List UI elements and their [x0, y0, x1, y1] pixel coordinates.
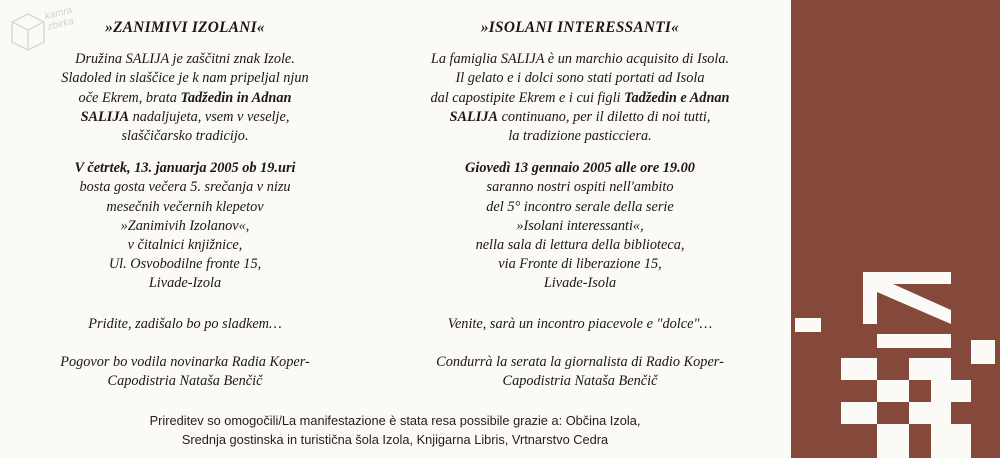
text-line	[390, 217, 770, 236]
bold-run: SALIJA	[449, 108, 498, 125]
text-line	[20, 353, 350, 372]
text-line	[20, 159, 350, 178]
text-run: Sladoled in slaščice je k nam pripeljal njun	[61, 70, 309, 87]
italian-invitation	[390, 315, 770, 334]
text-line	[20, 255, 350, 274]
text-line	[390, 372, 770, 391]
text-line	[20, 50, 350, 69]
text-line	[390, 50, 770, 69]
text-line	[20, 198, 350, 217]
text-run: nadaljujeta, vsem v veselje,	[129, 108, 290, 125]
text-line	[390, 274, 770, 293]
text-run: Capodistria Nataša Benčič	[107, 373, 263, 390]
bold-run: Giovedì 13 gennaio 2005 alle ore 19.00	[465, 160, 695, 177]
text-run: Il gelato e i dolci sono stati portati ad Isola	[455, 70, 705, 87]
text-line	[390, 108, 770, 127]
text-line	[20, 69, 350, 88]
text-run: bosta gosta večera 5. srečanja v nizu	[79, 179, 291, 196]
text-run: Capodistria Nataša Benčič	[502, 373, 658, 390]
bold-run: Tadžedin e Adnan	[624, 89, 730, 106]
text-line	[390, 353, 770, 372]
text-run: del 5° incontro serale della serie	[486, 198, 674, 215]
italian-event-details	[390, 159, 770, 293]
slovenian-title: »ZANIMIVI IZOLANI«	[105, 19, 265, 36]
text-line	[20, 108, 350, 127]
slovenian-event-details	[20, 159, 350, 293]
text-line	[390, 178, 770, 197]
slovenian-invitation	[20, 315, 350, 334]
text-line	[20, 217, 350, 236]
bold-run: Tadžedin in Adnan	[180, 89, 292, 106]
text-run: Pridite, zadišalo bo po sladkem…	[88, 315, 282, 332]
text-line	[390, 255, 770, 274]
slovenian-column	[20, 18, 350, 391]
text-line	[390, 236, 770, 255]
text-run: saranno nostri ospiti nell'ambito	[486, 179, 674, 196]
text-run: nella sala di lettura della biblioteca,	[475, 237, 685, 254]
text-run: la tradizione pasticciera.	[508, 128, 652, 145]
text-line	[20, 127, 350, 146]
sponsors-line: Prireditev so omogočili/La manifestazione è stata resa possibile grazie a: Občina Izola,	[149, 413, 641, 428]
text-run: oče Ekrem, brata	[78, 89, 181, 106]
text-run: Livade-Izola	[148, 275, 222, 292]
text-run: mesečnih večernih klepetov	[106, 198, 264, 215]
text-run: Ul. Osvobodilne fronte 15,	[108, 256, 262, 273]
italian-host	[390, 353, 770, 391]
text-run: dal capostipite Ekrem e i cui figli	[430, 89, 625, 106]
sponsors-line: Srednja gostinska in turistična šola Izola, Knjigarna Libris, Vrtnarstvo Cedra	[181, 432, 609, 447]
text-run: Družina SALIJA je zaščitni znak Izole.	[75, 51, 295, 68]
text-run: continuano, per il diletto di noi tutti,	[498, 108, 711, 125]
text-line	[390, 69, 770, 88]
text-run: Venite, sarà un incontro piacevole e "dolce"…	[447, 315, 713, 332]
text-line	[20, 89, 350, 108]
text-line	[20, 315, 350, 334]
text-run: »Isolani interessanti«,	[516, 217, 644, 234]
bold-run: SALIJA	[80, 108, 130, 125]
library-logo-mark	[781, 258, 1000, 458]
italian-intro	[390, 50, 770, 146]
text-run: v čitalnici knjižnice,	[127, 237, 243, 254]
text-line	[390, 315, 770, 334]
text-line	[390, 89, 770, 108]
text-line	[390, 127, 770, 146]
text-run: »Zanimivih Izolanov«,	[120, 217, 250, 234]
italian-column	[390, 18, 770, 391]
bold-run: V četrtek, 13. januarja 2005 ob 19.uri	[74, 160, 296, 177]
text-run: via Fronte di liberazione 15,	[498, 256, 662, 273]
text-line	[20, 178, 350, 197]
text-line	[20, 372, 350, 391]
slovenian-host	[20, 353, 350, 391]
text-run: Pogovor bo vodila novinarka Radia Koper-	[60, 353, 310, 370]
italian-title: »ISOLANI INTERESSANTI«	[480, 19, 680, 36]
text-line	[390, 159, 770, 178]
slovenian-intro	[20, 50, 350, 146]
watermark-text: kamra zbirka	[43, 4, 75, 34]
text-run: La famiglia SALIJA è un marchio acquisito di Isola.	[430, 51, 730, 68]
text-line	[20, 236, 350, 255]
text-line	[390, 198, 770, 217]
text-run: Livade-Isola	[543, 275, 617, 292]
text-line	[20, 274, 350, 293]
text-run: slaščičarsko tradicijo.	[121, 128, 249, 145]
sponsors-footer	[60, 411, 730, 449]
text-run: Condurrà la serata la giornalista di Radio Koper-	[436, 353, 724, 370]
